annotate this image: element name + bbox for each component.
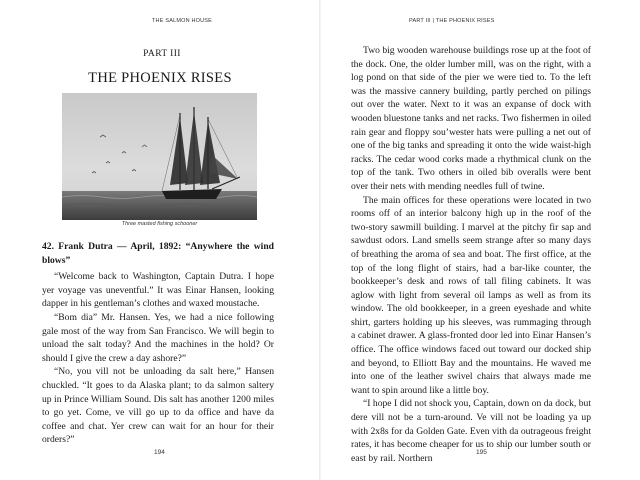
schooner-photo bbox=[62, 93, 257, 220]
photo-caption: Three masted fishing schooner bbox=[121, 221, 198, 227]
paragraph: “I hope I did not shock you, Captain, down on da dock, but dere vill not be a turn-around. Ve vill not be loading ya up with 2x8s for da Golden Gate. Even vith da outrageous freight rates, it has become cheaper for us to ship our lumber south or east by rail. Northern bbox=[351, 398, 591, 464]
section-heading: 42. Frank Dutra — April, 1892: “Anywhere the wind blows” bbox=[42, 241, 274, 266]
paragraph: “Welcome back to Washington, Captain Dutra. I hope yer voyage vas uneventful.” It was Einar Hansen, looking dapper in his gentleman’s clothes and waxed moustache. bbox=[42, 271, 274, 310]
part-label: PART III bbox=[143, 49, 181, 59]
paragraph: Two big wooden warehouse buildings rose up at the foot of the dock. One, the older lumber mill, was on the right, with a log pond on that side of the pier we were tied to. To the left was the massive cannery building, partly perched on pilings out over the water. Next to it was an expanse of dock with wooden bluestone tanks and net racks. Two fishermen in oiled rain gear and floppy sou’wester hats were pulling a net out of one of the big tanks and spreading it onto the wide waist-high racks. The cedar wood corks made a rhythmical clunk on the top of the tank. Two others in oiled bib overalls were bent over their nets with mending needles full of twine. bbox=[351, 45, 591, 192]
left-body-text bbox=[42, 240, 274, 447]
part-title: THE PHOENIX RISES bbox=[88, 70, 232, 86]
right-body-text bbox=[351, 44, 591, 465]
running-head: THE SALMON HOUSE bbox=[152, 18, 213, 24]
running-head: PART III | THE PHOENIX RISES bbox=[409, 18, 495, 24]
paragraph: “Bom dia” Mr. Hansen. Yes, we had a nice following gale most of the way from San Francisco. We will begin to unload the salt today? And the machines in the hold? Or should I give the crew a day ashore?” bbox=[42, 311, 274, 364]
paragraph: “No, you vill not be unloading da salt here,” Hansen chuckled. “It goes to da Alaska plant; to da salmon saltery up in Prince William Sound. Dis salt has another 1200 miles to go yet. Come, ve vill go up to da office and have da coffee and chat. Yer crew can wait for an hour for their orders?” bbox=[42, 366, 274, 446]
paragraph: The main offices for these operations were located in two rooms off of an interior balcony high up in the roof of the two-story sawmill building. I marvel at the pitchy fir sap and sawdust odors. Land smells seem strange after so many days of breathing the aroma of sea and boat. The first office, at the top of the long flight of stairs, had a bar-like counter, the bookkeeper’s desk and rows of tall filing cabinets. It was aglow with light from several oil lamps as well as from its window. The old bookkeeper, in a green eyeshade and white shirt, garters holding up his sleeves, was rummaging through a cabinet drawer. A glass-fronted door led into Einar Hansen’s office. The office windows faced out toward our docked ship and beyond, to Elliott Bay and the mountains. He waved me into one of the leather swivel chairs that always made me want to spin around like a little boy. bbox=[351, 194, 591, 396]
right-page bbox=[320, 0, 640, 480]
schooner-photo-image bbox=[62, 93, 257, 220]
page-number: 195 bbox=[476, 449, 487, 456]
page-number: 194 bbox=[154, 449, 165, 456]
